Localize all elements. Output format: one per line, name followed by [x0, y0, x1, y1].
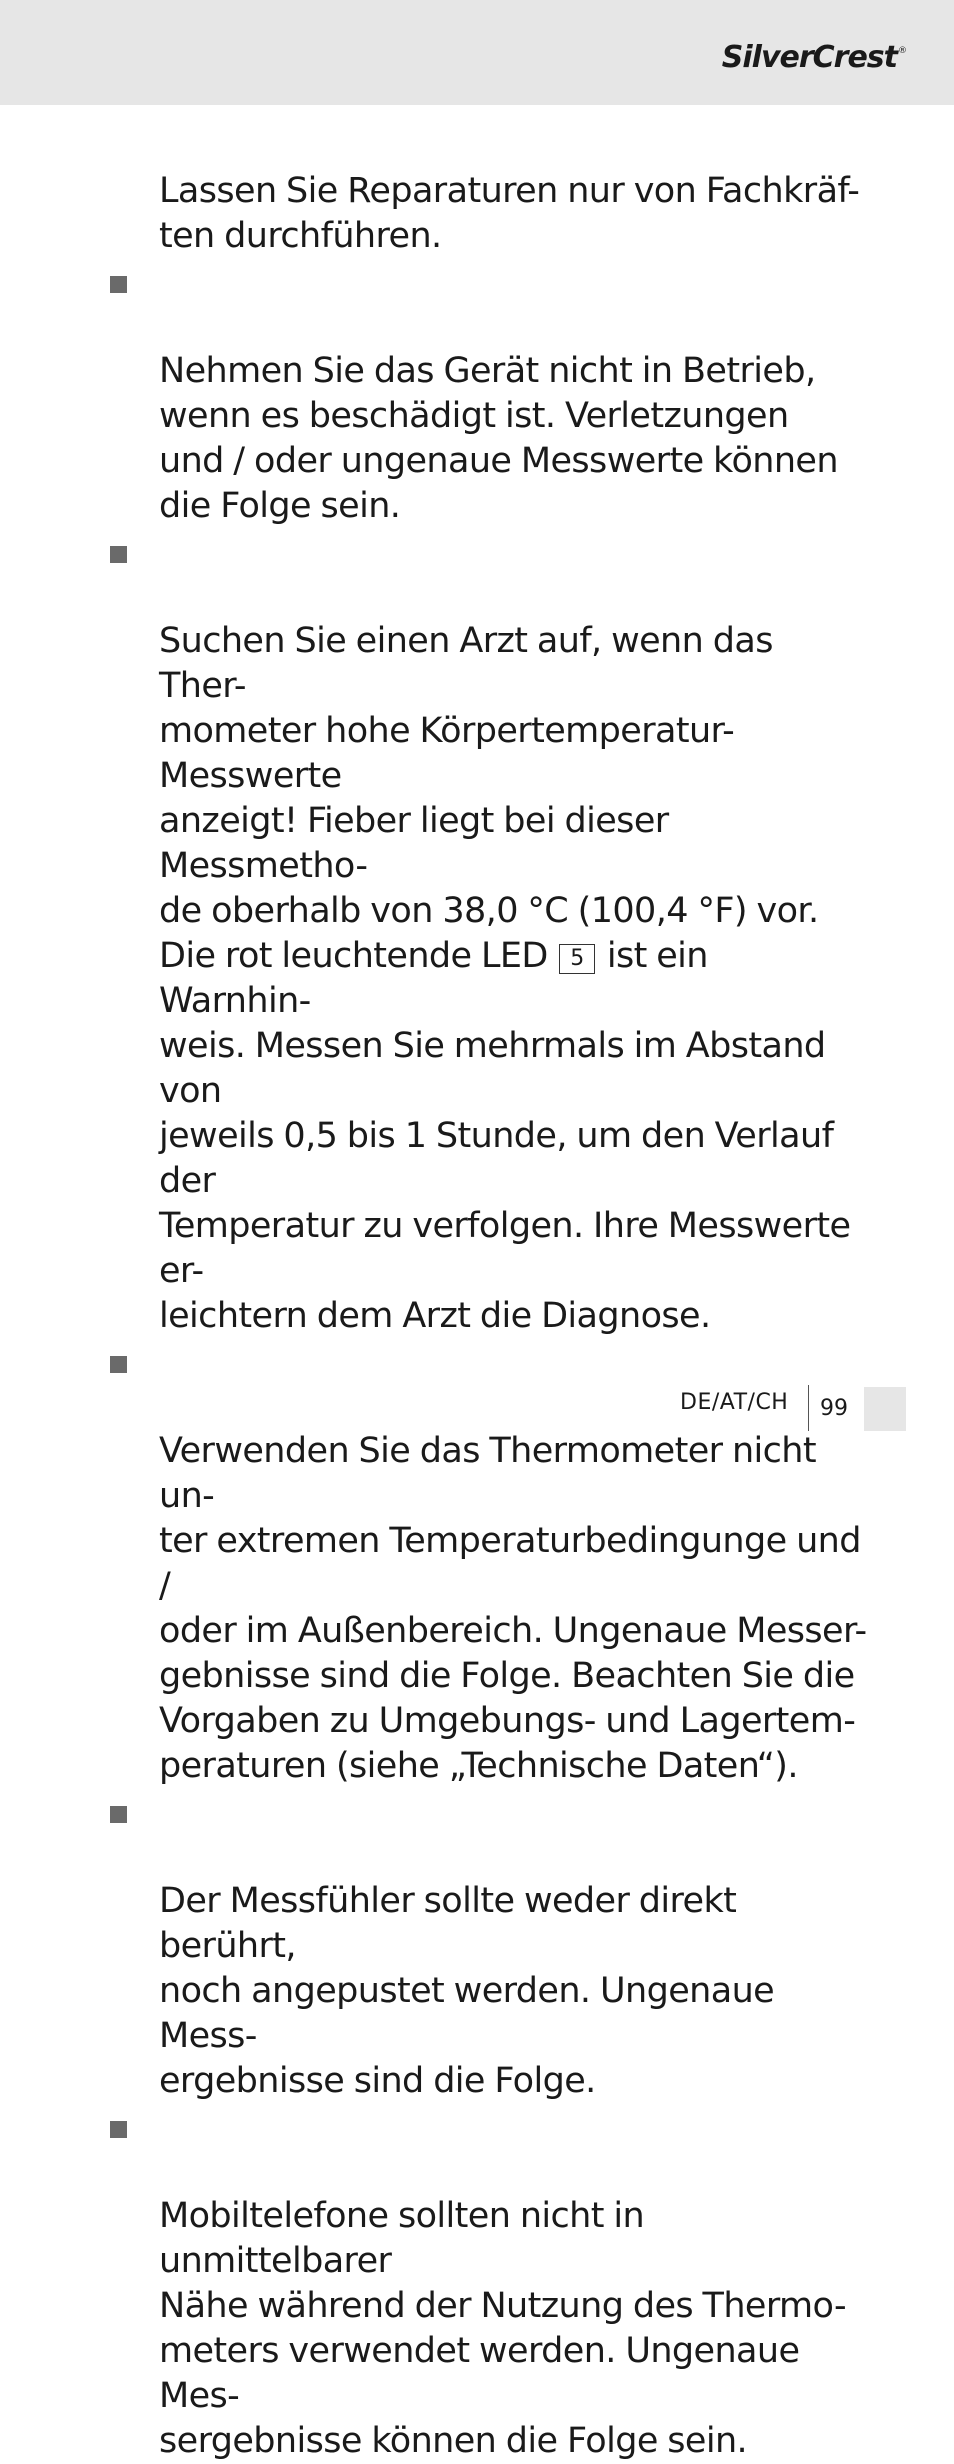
list-item-text-part2: ist ein Warnhin- weis. Messen Sie mehrmals im Abstand von jeweils 0,5 bis 1 Stunde, um den Verlauf der Temperatur zu verfolgen. Ihre Messwerte er- leichtern dem Arzt die Diagnose.	[159, 936, 851, 1336]
list-item-damaged-device	[108, 259, 868, 529]
list-item-mobile-phones	[108, 2104, 868, 2464]
list-item-text: Der Messfühler sollte weder direkt berührt, noch angepustet werden. Ungenaue Mess- ergebnisse sind die Folge.	[159, 1881, 775, 2101]
list-item-consult-doctor	[108, 529, 868, 1339]
brand-name: SilverCrest	[721, 40, 897, 75]
page-content	[108, 124, 868, 2464]
list-item-sensor-touch	[108, 1789, 868, 2104]
paragraph-text: Lassen Sie Reparaturen nur von Fachkräf- ten durchführen.	[159, 171, 860, 256]
list-item-text: Mobiltelefone sollten nicht in unmittelbarer Nähe während der Nutzung des Thermo- meters verwendet werden. Ungenaue Mes- sergebnisse können die Folge sein.	[159, 2196, 847, 2461]
led-reference-number: 5	[559, 944, 595, 974]
footer-divider	[808, 1385, 809, 1431]
footer-language-codes: DE/AT/CH	[680, 1390, 789, 1415]
square-bullet-icon	[110, 546, 127, 563]
paragraph-repairs-continued	[108, 124, 868, 259]
list-item-text-part1: Suchen Sie einen Arzt auf, wenn das Ther- mometer hohe Körpertemperatur-Messwerte anzeigt! Fieber liegt bei dieser Messmetho- de oberhalb von 38,0 °C (100,4 °F) vor. Die rot leuchtende LED	[159, 621, 819, 976]
square-bullet-icon	[110, 1806, 127, 1823]
list-item-text: Nehmen Sie das Gerät nicht in Betrieb, wenn es beschädigt ist. Verletzungen und / oder ungenaue Messwerte können die Folge sein.	[159, 351, 838, 526]
square-bullet-icon	[110, 276, 127, 293]
square-bullet-icon	[110, 2121, 127, 2138]
page-tab-marker	[864, 1387, 906, 1431]
registered-mark: ®	[898, 46, 906, 56]
brand-logo	[722, 40, 906, 75]
square-bullet-icon	[110, 1356, 127, 1373]
list-item-text: Verwenden Sie das Thermometer nicht un- ter extremen Temperaturbedingunge und / oder im Außenbereich. Ungenaue Messer- gebnisse sind die Folge. Beachten Sie die Vorgaben zu Umgebungs- und Lagertem- peraturen (siehe „Technische Daten“).	[159, 1431, 867, 1786]
page-number: 99	[820, 1396, 848, 1421]
